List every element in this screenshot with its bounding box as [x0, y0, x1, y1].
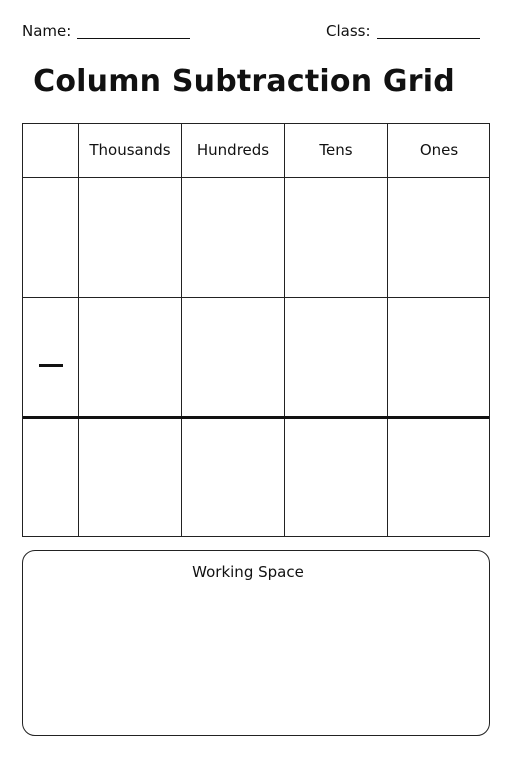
name-field — [22, 22, 190, 40]
grid-header-divider — [23, 177, 489, 178]
grid-answer-line — [23, 416, 489, 419]
minus-sign-icon — [39, 364, 63, 367]
class-field — [326, 22, 480, 40]
column-header-tens: Tens — [319, 141, 353, 159]
grid-column-divider — [181, 124, 182, 536]
column-header-ones: Ones — [419, 141, 459, 159]
working-space-box[interactable] — [22, 550, 490, 736]
grid-column-divider — [387, 124, 388, 536]
subtraction-grid — [22, 123, 490, 537]
name-line[interactable] — [77, 24, 190, 39]
working-space-label: Working Space — [192, 563, 304, 581]
grid-row-divider — [23, 297, 489, 298]
grid-column-divider — [284, 124, 285, 536]
column-header-hundreds: Hundreds — [196, 141, 270, 159]
column-header-thousands: Thousands — [89, 141, 171, 159]
name-label: Name: — [22, 22, 72, 40]
class-label: Class: — [326, 22, 371, 40]
grid-column-divider — [78, 124, 79, 536]
page-title: Column Subtraction Grid — [33, 64, 455, 99]
class-line[interactable] — [377, 24, 480, 39]
